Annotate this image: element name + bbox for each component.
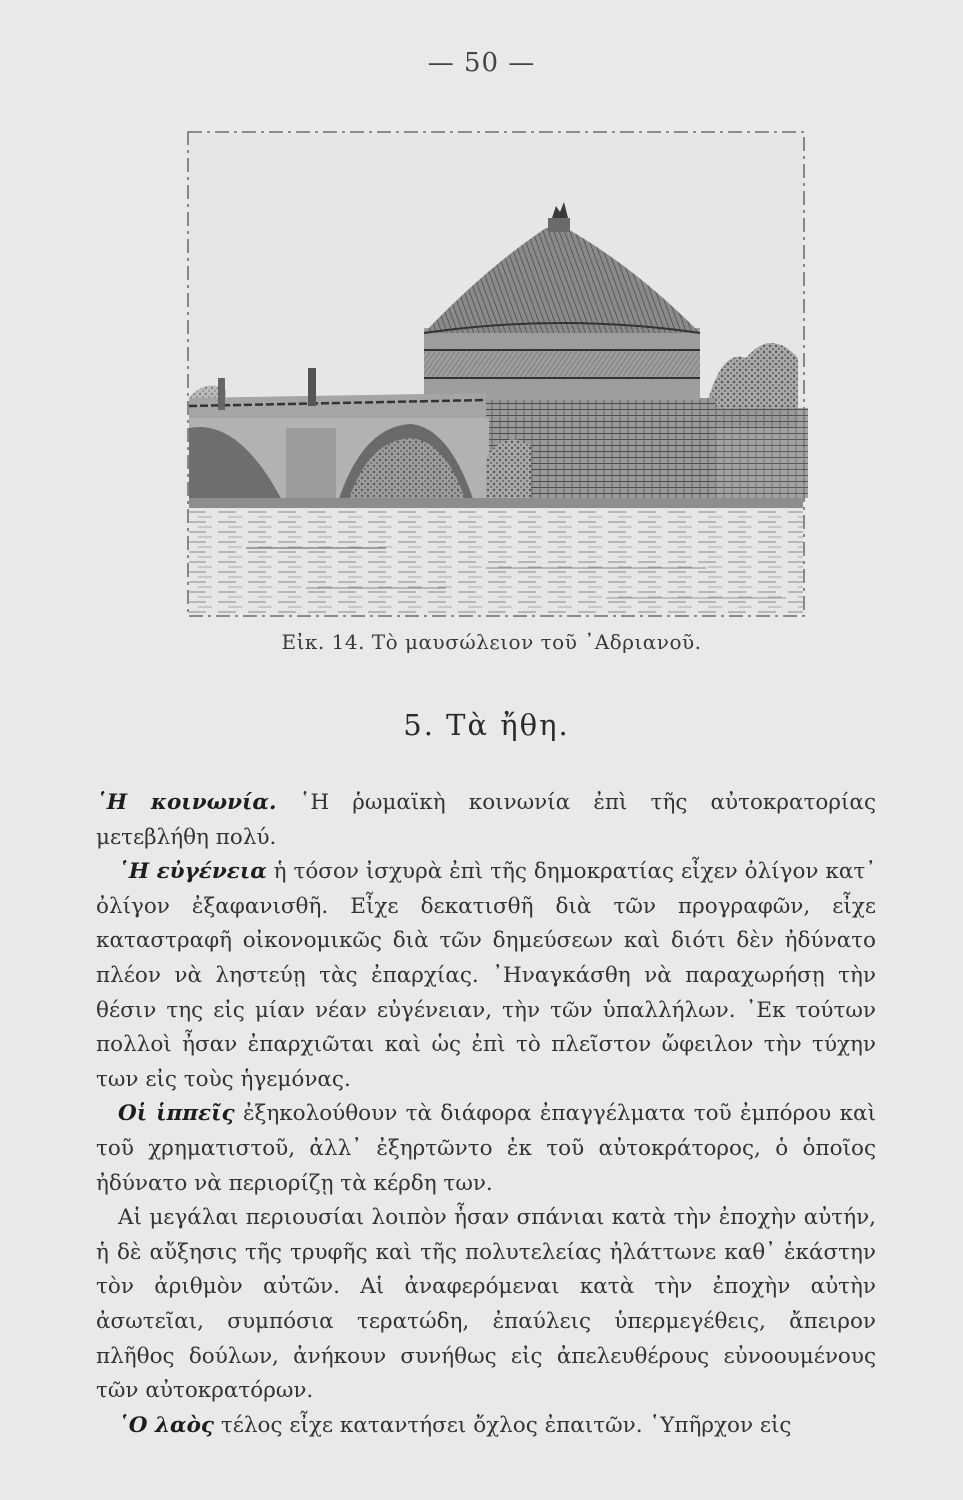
term-people: ῾Ο λαὸς	[118, 1412, 215, 1438]
paragraph	[96, 786, 876, 855]
paragraph	[96, 1409, 876, 1444]
paragraph	[96, 855, 876, 1097]
paragraph-text: ἡ τόσον ἰσχυρὰ ἐπὶ τῆς δημοκρατίας εἶχεν ὀλίγον κατ᾿ ὀλίγον ἐξαφανισθῆ. Εἶχε δεκατισθῆ διὰ τῶν προγραφῶν, εἶχε καταστραφῆ οἰκονομικῶς διὰ τῶν δημεύσεων καὶ διότι δὲν ἠδύνατο πλέον νὰ ληστεύῃ τὰς ἐπαρχίας. ᾿Ηναγκάσθη νὰ παραχωρήσῃ τὴν θέσιν της εἰς μίαν νέαν εὐγένειαν, τὴν τῶν ὑπαλλήλων. ᾿Εκ τούτων πολλοὶ ἦσαν ἐπαρχιῶται καὶ ὡς ἐπὶ τὸ πλεῖστον ὤφειλον τὴν τύχην των εἰς τοὺς ἡγεμόνας.	[96, 859, 876, 1092]
mausoleum-illustration	[186, 128, 808, 620]
paragraph	[96, 1201, 876, 1409]
paragraph-text: ἐξηκολούθουν τὰ διάφορα ἐπαγγέλματα τοῦ ἐμπόρου καὶ τοῦ χρηματιστοῦ, ἀλλ᾿ ἐξηρτῶντο ἐκ τοῦ αὐτοκράτορος, ὁ ὁποῖος ἠδύνατο νὰ περιορίζῃ τὰ κέρδη των.	[96, 1101, 877, 1196]
term-nobility: ῾Η εὐγένεια	[118, 859, 267, 885]
figure-caption: Εἰκ. 14. Τὸ μαυσώλειον τοῦ ᾿Αδριανοῦ.	[281, 630, 702, 654]
page-number: — 50 —	[427, 48, 536, 78]
term-knights: Οἱ ἱππεῖς	[118, 1101, 235, 1127]
paragraph	[96, 1097, 876, 1201]
section-heading: 5. Τὰ ἤθη.	[403, 708, 570, 742]
paragraph-text: τέλος εἶχε καταντήσει ὄχλος ἐπαιτῶν. ῾Υπῆρχον εἰς	[214, 1412, 792, 1438]
paragraph-text: ῾Η ῥωμαϊκὴ κοινωνία ἐπὶ τῆς αὐτοκρατορίας μετεβλήθη πολύ.	[96, 790, 876, 850]
body-text	[96, 786, 876, 1443]
term-society: ῾Η κοινωνία.	[96, 790, 277, 815]
paragraph-text: Αἱ μεγάλαι περιουσίαι λοιπὸν ἦσαν σπάνιαι κατὰ τὴν ἐποχὴν αὐτήν, ἡ δὲ αὔξησις τῆς τρυφῆς καὶ τῆς πολυτελείας ἠλάττωνε καθ᾿ ἑκάστην τὸν ἀριθμὸν αὐτῶν. Αἱ ἀναφερόμεναι κατὰ τὴν ἐποχὴν αὐτὴν ἀσωτεῖαι, συμπόσια τερατώδη, ἐπαύλεις ὑπερμεγέθεις, ἄπειρον πλῆθος δούλων, ἀνήκουν συνήθως εἰς ἀπελευθέρους εὐνοουμένους τῶν αὐτοκρατόρων.	[96, 1205, 876, 1404]
